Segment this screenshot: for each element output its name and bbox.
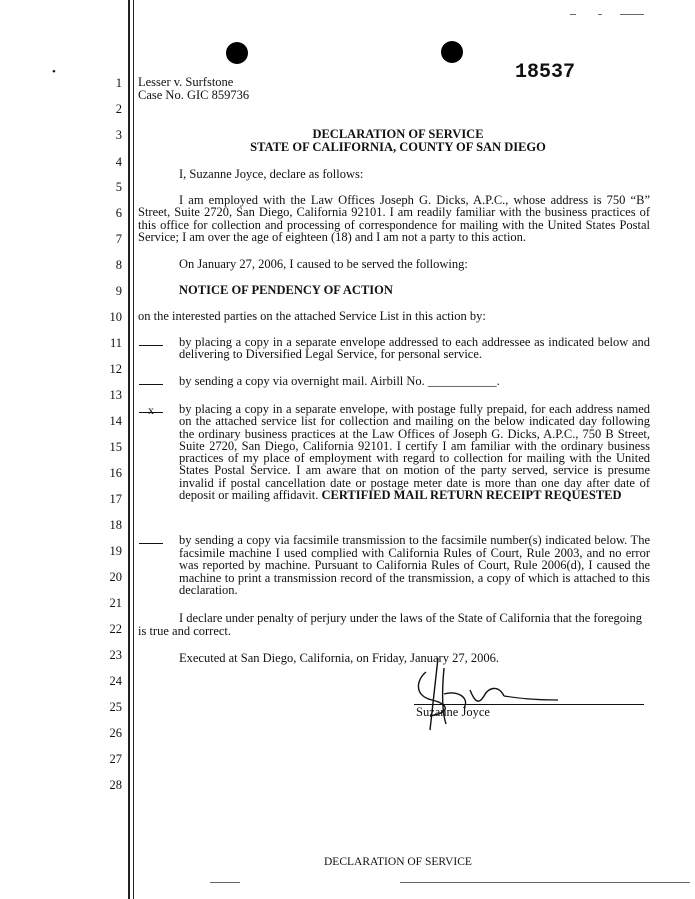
line-number: 13 — [109, 388, 122, 402]
execution-line: Executed at San Diego, California, on Friday, January 27, 2006. — [179, 651, 499, 665]
method-checkbox — [139, 373, 163, 385]
employment-paragraph: I am employed with the Law Offices Joseph G. Dicks, A.P.C., whose address is 750 “B” Street, Suite 2720, San Diego, California 92101. I am readily familiar with the business practices of this office for collection and processing of correspondence for mailing with the United States Postal Service; I am over the age of eighteen (18) and I am not a party to this action. — [138, 193, 650, 245]
line-number: 8 — [115, 258, 122, 272]
served-line: On January 27, 2006, I caused to be served the following: — [179, 257, 468, 271]
certified-mail-notice: CERTIFIED MAIL RETURN RECEIPT REQUESTED — [321, 488, 622, 503]
line-number: 22 — [109, 622, 122, 636]
line-number: 17 — [109, 492, 122, 506]
footer-title: DECLARATION OF SERVICE — [324, 856, 472, 868]
method-checkbox — [139, 532, 163, 544]
intro-line: I, Suzanne Joyce, declare as follows: — [179, 167, 364, 181]
notice-title: NOTICE OF PENDENCY OF ACTION — [179, 283, 393, 297]
signature — [408, 650, 558, 745]
method-mail — [179, 403, 650, 501]
method-personal-service: by placing a copy in a separate envelope addressed to each addressee as indicated below and delivering to Diversified Legal Service, for personal service. — [179, 335, 650, 362]
scan-noise — [620, 14, 644, 15]
scan-noise — [400, 882, 690, 883]
parties-line: on the interested parties on the attached Service List in this action by: — [138, 309, 486, 323]
line-number: 15 — [109, 440, 122, 454]
margin-rule-left-inner — [133, 0, 134, 899]
method-mail-text: by placing a copy in a separate envelope, with postage fully prepaid, for each address named on the attached service list for collection and mailing on the below indicated day following the ordinary business practices at the Law Offices of Joseph G. Dicks, A.P.C., 750 B Street, Suite 2720, San Diego, California 92101. I certify I am familiar with the ordinary business practices of my place of employment with regard to collection for mailing with the United States Postal Service. I am aware that on motion of the party served, service is presume invalid if postal cancellation date or postage meter date is more than one day after date of deposit or mailing affidavit. — [179, 402, 650, 503]
signer-name: Suzanne Joyce — [416, 705, 490, 719]
line-number: 21 — [109, 596, 122, 610]
line-number: 6 — [115, 206, 122, 220]
line-number: 24 — [109, 674, 122, 688]
method-overnight-mail: by sending a copy via overnight mail. Airbill No. ___________. — [179, 374, 500, 388]
line-number: 2 — [115, 102, 122, 116]
line-number: 1 — [115, 76, 122, 90]
method-facsimile: by sending a copy via facsimile transmission to the facsimile number(s) indicated below. The facsimile machine I used complied with California Rules of Court, Rule 2003, and no error was reported by machine. Pursuant to California Rules of Court, Rule 2006(d), I caused the machine to print a transmission record of the transmission, a copy of which is attached to this declaration. — [179, 533, 650, 598]
punch-hole — [441, 41, 463, 63]
perjury-statement: I declare under penalty of perjury under the laws of the State of California that the foregoing — [179, 611, 643, 625]
line-number: 14 — [109, 414, 122, 428]
scan-noise — [570, 14, 576, 15]
line-number: 19 — [109, 544, 122, 558]
line-number: 23 — [109, 648, 122, 662]
case-caption: Lesser v. Surfstone — [138, 75, 234, 89]
document-subtitle: STATE OF CALIFORNIA, COUNTY OF SAN DIEGO — [250, 140, 546, 154]
line-number: 25 — [109, 700, 122, 714]
method-checkbox-checked: x — [139, 401, 163, 413]
line-number: 5 — [115, 180, 122, 194]
line-number: 3 — [115, 128, 122, 142]
method-checkbox — [139, 334, 163, 346]
scan-noise — [210, 882, 240, 883]
line-number: 12 — [109, 362, 122, 376]
line-number: 11 — [109, 336, 122, 350]
punch-hole — [226, 42, 248, 64]
line-number: 7 — [115, 232, 122, 246]
line-number: 27 — [109, 752, 122, 766]
scan-noise — [598, 14, 602, 15]
line-number: 10 — [109, 310, 122, 324]
case-number: Case No. GIC 859736 — [138, 88, 250, 102]
margin-rule-left — [128, 0, 130, 899]
scan-mark: • — [52, 66, 56, 78]
document-number: 18537 — [515, 61, 576, 84]
line-number: 20 — [109, 570, 122, 584]
perjury-statement-end: is true and correct. — [138, 624, 232, 638]
line-number: 9 — [115, 284, 122, 298]
line-number: 26 — [109, 726, 122, 740]
line-number: 18 — [109, 518, 122, 532]
line-number: 16 — [109, 466, 122, 480]
line-number: 28 — [109, 778, 122, 792]
document-title: DECLARATION OF SERVICE — [312, 127, 484, 141]
line-number: 4 — [115, 155, 122, 169]
